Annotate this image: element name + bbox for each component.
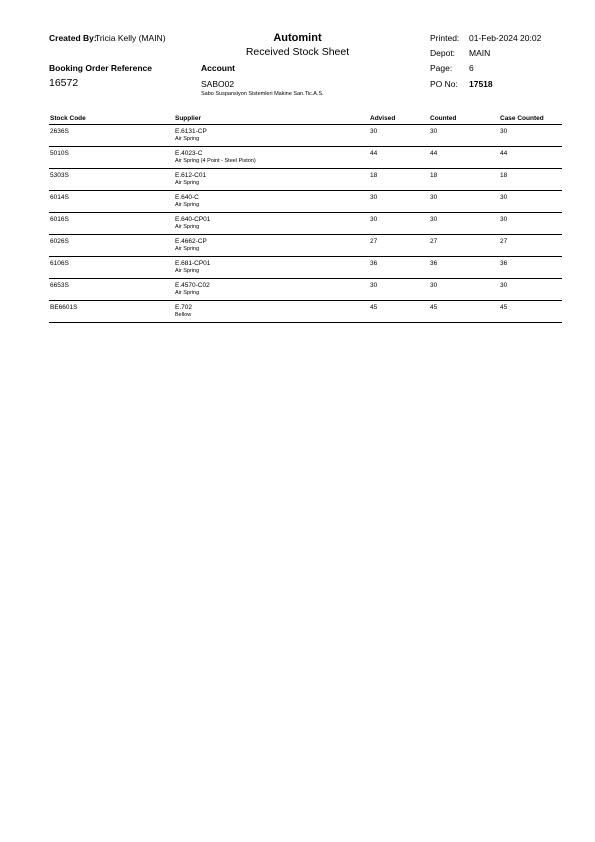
stock-code-cell: 6106S bbox=[50, 260, 69, 267]
advised-cell: 44 bbox=[370, 150, 378, 157]
stock-table bbox=[49, 114, 562, 323]
table-row bbox=[49, 279, 562, 301]
case-counted-cell: 30 bbox=[500, 282, 508, 289]
case-counted-cell: 27 bbox=[500, 238, 508, 245]
depot-label: Depot: bbox=[430, 48, 456, 58]
case-counted-cell: 30 bbox=[500, 194, 508, 201]
created-by-label: Created By: bbox=[49, 33, 97, 43]
advised-cell: 27 bbox=[370, 238, 378, 245]
advised-cell: 45 bbox=[370, 304, 378, 311]
advised-cell: 30 bbox=[370, 194, 378, 201]
depot-value: MAIN bbox=[469, 48, 491, 58]
supplier-cell: E.4023-C bbox=[175, 150, 203, 157]
description-cell: Air Spring bbox=[175, 136, 200, 142]
supplier-cell: E.612-C01 bbox=[175, 172, 207, 179]
supplier-cell: E.6131-CP bbox=[175, 128, 207, 135]
counted-cell: 30 bbox=[430, 194, 438, 201]
po-label: PO No: bbox=[430, 79, 458, 89]
stock-code-cell: 6653S bbox=[50, 282, 69, 289]
case-counted-cell: 30 bbox=[500, 128, 508, 135]
counted-cell: 36 bbox=[430, 260, 438, 267]
advised-cell: 36 bbox=[370, 260, 378, 267]
counted-cell: 27 bbox=[430, 238, 438, 245]
advised-cell: 30 bbox=[370, 216, 378, 223]
po-value: 17518 bbox=[469, 79, 493, 89]
printed-label: Printed: bbox=[430, 33, 460, 43]
description-cell: Air Spring bbox=[175, 180, 200, 186]
stock-code-cell: 5303S bbox=[50, 172, 69, 179]
column-header-stock-code: Stock Code bbox=[50, 115, 86, 122]
counted-cell: 45 bbox=[430, 304, 438, 311]
sheet-title: Received Stock Sheet bbox=[245, 46, 350, 58]
created-by-value: Tricia Kelly (MAIN) bbox=[95, 33, 166, 43]
description-cell: Air Spring bbox=[175, 290, 200, 296]
printed-value: 01-Feb-2024 20:02 bbox=[469, 33, 542, 43]
table-row bbox=[49, 125, 562, 147]
table-row bbox=[49, 301, 562, 323]
stock-code-cell: 6026S bbox=[50, 238, 69, 245]
advised-cell: 30 bbox=[370, 282, 378, 289]
stock-code-cell: 5010S bbox=[50, 150, 69, 157]
supplier-cell: E.640-CP01 bbox=[175, 216, 211, 223]
supplier-cell: E.4570-C02 bbox=[175, 282, 210, 289]
company-name: Automint bbox=[273, 32, 322, 44]
column-header-advised: Advised bbox=[370, 115, 396, 122]
description-cell: Air Spring bbox=[175, 202, 200, 208]
description-cell: Bellow bbox=[175, 312, 192, 318]
stock-code-cell: 6016S bbox=[50, 216, 69, 223]
advised-cell: 30 bbox=[370, 128, 378, 135]
table-row bbox=[49, 213, 562, 235]
stock-code-cell: 6014S bbox=[50, 194, 69, 201]
case-counted-cell: 45 bbox=[500, 304, 508, 311]
supplier-cell: E.702 bbox=[175, 304, 192, 311]
counted-cell: 18 bbox=[430, 172, 438, 179]
supplier-cell: E.4662-CP bbox=[175, 238, 207, 245]
description-cell: Air Spring (4 Point - Steel Piston) bbox=[175, 158, 256, 164]
booking-ref-label: Booking Order Reference bbox=[49, 63, 152, 73]
counted-cell: 30 bbox=[430, 282, 438, 289]
description-cell: Air Spring bbox=[175, 224, 200, 230]
counted-cell: 44 bbox=[430, 150, 438, 157]
advised-cell: 18 bbox=[370, 172, 378, 179]
supplier-cell: E.640-C bbox=[175, 194, 199, 201]
counted-cell: 30 bbox=[430, 216, 438, 223]
account-name: Sabo Suspansiyon Sistemleri Makine San.Tic.A.S. bbox=[201, 91, 324, 97]
column-header-case-counted: Case Counted bbox=[500, 115, 544, 122]
booking-ref-value: 16572 bbox=[49, 77, 79, 89]
case-counted-cell: 44 bbox=[500, 150, 508, 157]
table-row bbox=[49, 257, 562, 279]
table-row bbox=[49, 169, 562, 191]
table-header bbox=[49, 114, 562, 125]
table-row bbox=[49, 235, 562, 257]
supplier-cell: E.681-CP01 bbox=[175, 260, 211, 267]
account-value: SABO02 bbox=[201, 79, 235, 89]
column-header-counted: Counted bbox=[430, 115, 457, 122]
column-header-supplier: Supplier bbox=[175, 115, 202, 122]
case-counted-cell: 18 bbox=[500, 172, 508, 179]
page-number: 6 bbox=[469, 63, 474, 73]
table-row bbox=[49, 147, 562, 169]
description-cell: Air Spring bbox=[175, 268, 200, 274]
counted-cell: 30 bbox=[430, 128, 438, 135]
case-counted-cell: 30 bbox=[500, 216, 508, 223]
page-label: Page: bbox=[430, 63, 453, 73]
description-cell: Air Spring bbox=[175, 246, 200, 252]
account-label: Account bbox=[201, 63, 235, 73]
stock-code-cell: BE6601S bbox=[50, 304, 78, 311]
stock-code-cell: 2636S bbox=[50, 128, 69, 135]
table-row bbox=[49, 191, 562, 213]
case-counted-cell: 36 bbox=[500, 260, 508, 267]
table-body bbox=[49, 125, 562, 323]
